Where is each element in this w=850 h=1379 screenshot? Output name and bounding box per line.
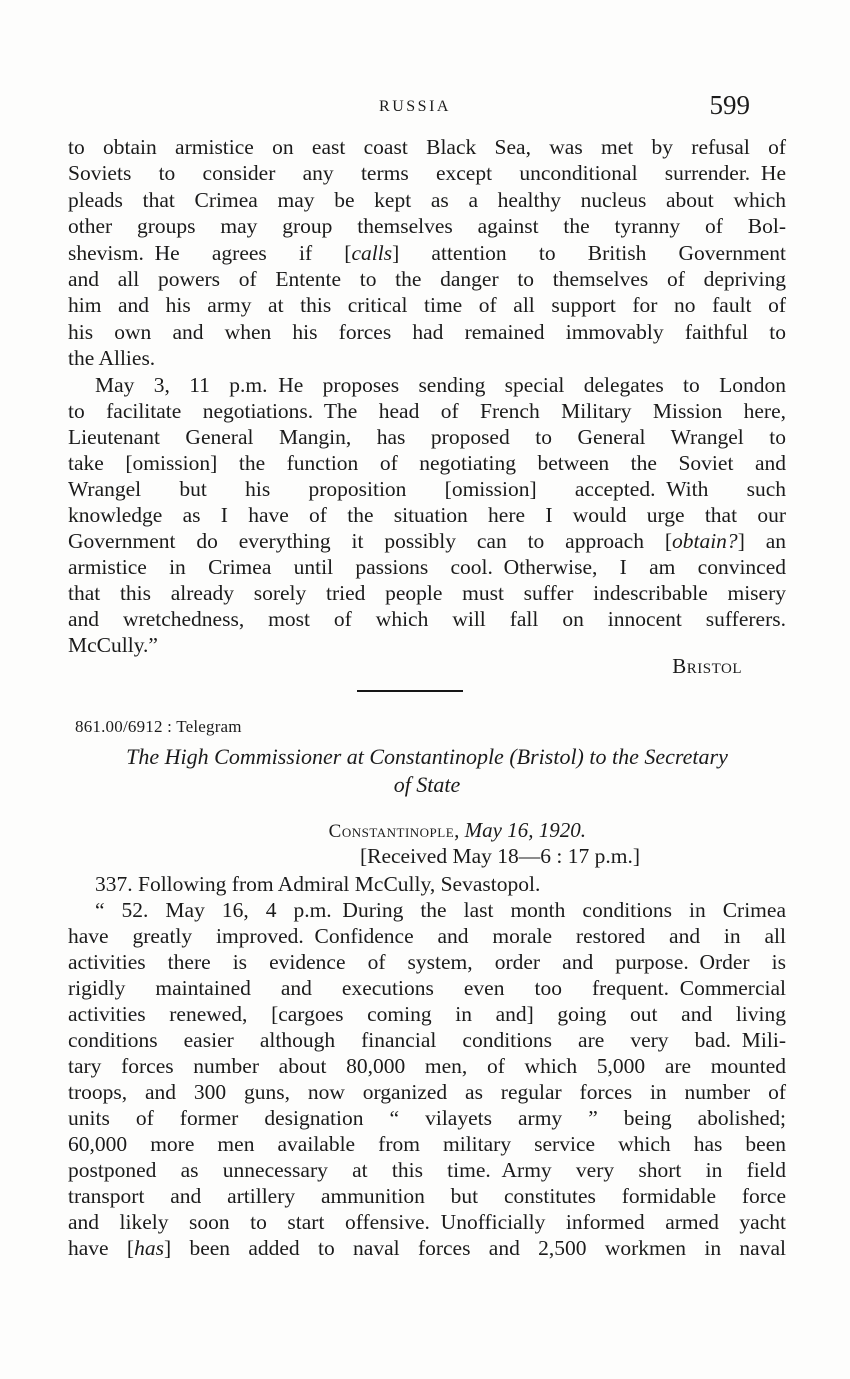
text-segment: conditions easier although financial conditions are very bad. Mili- — [68, 1028, 786, 1052]
signature-name: Bristol — [672, 654, 742, 678]
text-segment: knowledge as I have of the situation here I would urge that our — [68, 503, 786, 527]
text-line — [68, 1183, 786, 1209]
text-segment: 337. Following from Admiral McCully, Sevastopol. — [95, 872, 541, 896]
text-line — [68, 160, 786, 186]
paragraph — [68, 871, 786, 897]
text-segment: ] been added to naval forces and 2,500 workmen in naval — [163, 1236, 786, 1260]
text-line — [68, 554, 786, 580]
text-segment: ] an — [737, 529, 787, 553]
text-line — [68, 975, 786, 1001]
text-segment: have greatly improved. Confidence and morale restored and in all — [68, 924, 786, 948]
text-line — [68, 345, 786, 371]
text-line — [68, 949, 786, 975]
text-segment: postponed as unnecessary at this time. Army very short in field — [68, 1158, 786, 1182]
text-segment: Government do everything it possibly can to approach [ — [68, 529, 672, 553]
text-line — [68, 372, 786, 398]
editorial-italic-text: obtain? — [671, 529, 738, 553]
text-segment: his own and when his forces had remained immovably faithful to — [68, 319, 786, 344]
file-reference: 861.00/6912 : Telegram — [75, 717, 242, 736]
text-segment: and all powers of Entente to the danger to themselves of depriving — [68, 267, 786, 292]
text-segment: to facilitate negotiations. The head of French Military Mission here, — [68, 399, 786, 423]
text-segment: activities there is evidence of system, order and purpose. Order is — [68, 950, 786, 974]
text-line — [68, 476, 786, 502]
text-segment: transport and artillery ammunition but constitutes formidable force — [68, 1184, 786, 1208]
text-segment: him and his army at this critical time of all support for no fault of — [68, 293, 786, 318]
received-line: [Received May 18—6 : 17 p.m.] — [359, 844, 640, 868]
text-line — [68, 450, 786, 476]
dateline-separator: , — [454, 818, 465, 842]
text-segment: other groups may group themselves against the tyranny of Bol- — [68, 214, 786, 239]
text-line — [68, 580, 786, 606]
text-segment: activities renewed, [cargoes coming in and] going out and living — [68, 1002, 786, 1026]
editorial-italic-text: calls — [351, 240, 393, 265]
text-line — [68, 1001, 786, 1027]
paragraph — [68, 134, 786, 372]
dateline-place: Constantinople — [328, 821, 455, 842]
text-line — [68, 1131, 786, 1157]
text-segment: May 3, 11 p.m. He proposes sending special delegates to London — [95, 373, 786, 397]
text-line — [68, 1105, 786, 1131]
paragraph — [68, 372, 786, 658]
text-segment: take [omission] the function of negotiating between the Soviet and — [68, 451, 786, 475]
text-line — [68, 319, 786, 345]
editorial-italic-text: has — [134, 1236, 164, 1260]
document-heading-line1: The High Commissioner at Constantinople (Bristol) to the Secretary — [126, 744, 728, 769]
text-segment: shevism. He agrees if [ — [68, 240, 352, 265]
text-line — [68, 1053, 786, 1079]
text-line — [68, 266, 786, 292]
text-segment: troops, and 300 guns, now organized as regular forces in number of — [68, 1080, 786, 1104]
text-line — [68, 923, 786, 949]
page-header — [68, 90, 786, 126]
text-line — [68, 1235, 786, 1261]
text-segment: have [ — [68, 1236, 135, 1260]
text-line — [68, 502, 786, 528]
signature-line — [68, 654, 786, 679]
text-segment: the Allies. — [68, 346, 156, 371]
text-line — [68, 897, 786, 923]
text-line — [68, 528, 786, 554]
text-segment: McCully.” — [68, 633, 158, 657]
document-heading-line2: of State — [393, 771, 461, 797]
text-segment: ] attention to British Government — [392, 240, 786, 265]
section-divider — [357, 690, 463, 692]
text-segment: 60,000 more men available from military service which has been — [68, 1132, 786, 1156]
dateline — [68, 818, 786, 843]
running-title: RUSSIA — [379, 98, 451, 115]
text-segment: “ 52. May 16, 4 p.m. During the last month conditions in Crimea — [95, 898, 786, 922]
text-line — [68, 398, 786, 424]
text-line — [68, 424, 786, 450]
text-segment: pleads that Crimea may be kept as a healthy nucleus about which — [68, 187, 786, 212]
text-segment: armistice in Crimea until passions cool. Otherwise, I am convinced — [68, 555, 786, 579]
text-line — [68, 1079, 786, 1105]
page-number: 599 — [709, 90, 750, 120]
paragraph — [68, 897, 786, 1261]
text-line — [68, 606, 786, 632]
text-segment: Soviets to consider any terms except unconditional surrender. He — [68, 161, 786, 186]
text-line — [68, 240, 786, 266]
text-segment: that this already sorely tried people must suffer indescribable misery — [68, 581, 786, 605]
text-segment: tary forces number about 80,000 men, of which 5,000 are mounted — [68, 1054, 786, 1078]
text-segment: Wrangel but his proposition [omission] accepted. With such — [68, 477, 786, 501]
text-line — [68, 1157, 786, 1183]
text-segment: Lieutenant General Mangin, has proposed to General Wrangel to — [68, 425, 786, 449]
text-segment: to obtain armistice on east coast Black Sea, was met by refusal of — [68, 135, 786, 159]
text-segment: rigidly maintained and executions even too frequent. Commercial — [68, 976, 786, 1000]
text-segment: and wretchedness, most of which will fall on innocent sufferers. — [68, 607, 786, 631]
text-line — [68, 134, 786, 160]
text-line — [68, 187, 786, 213]
text-segment: units of former designation “ vilayets army ” being abolished; — [68, 1106, 786, 1130]
text-line — [68, 871, 786, 897]
text-segment: and likely soon to start offensive. Unofficially informed armed yacht — [68, 1210, 786, 1234]
dateline-date: May 16, 1920. — [464, 818, 586, 842]
text-line — [68, 1209, 786, 1235]
document-heading — [68, 743, 786, 798]
text-line — [68, 1027, 786, 1053]
text-line — [68, 213, 786, 239]
text-line — [68, 292, 786, 318]
